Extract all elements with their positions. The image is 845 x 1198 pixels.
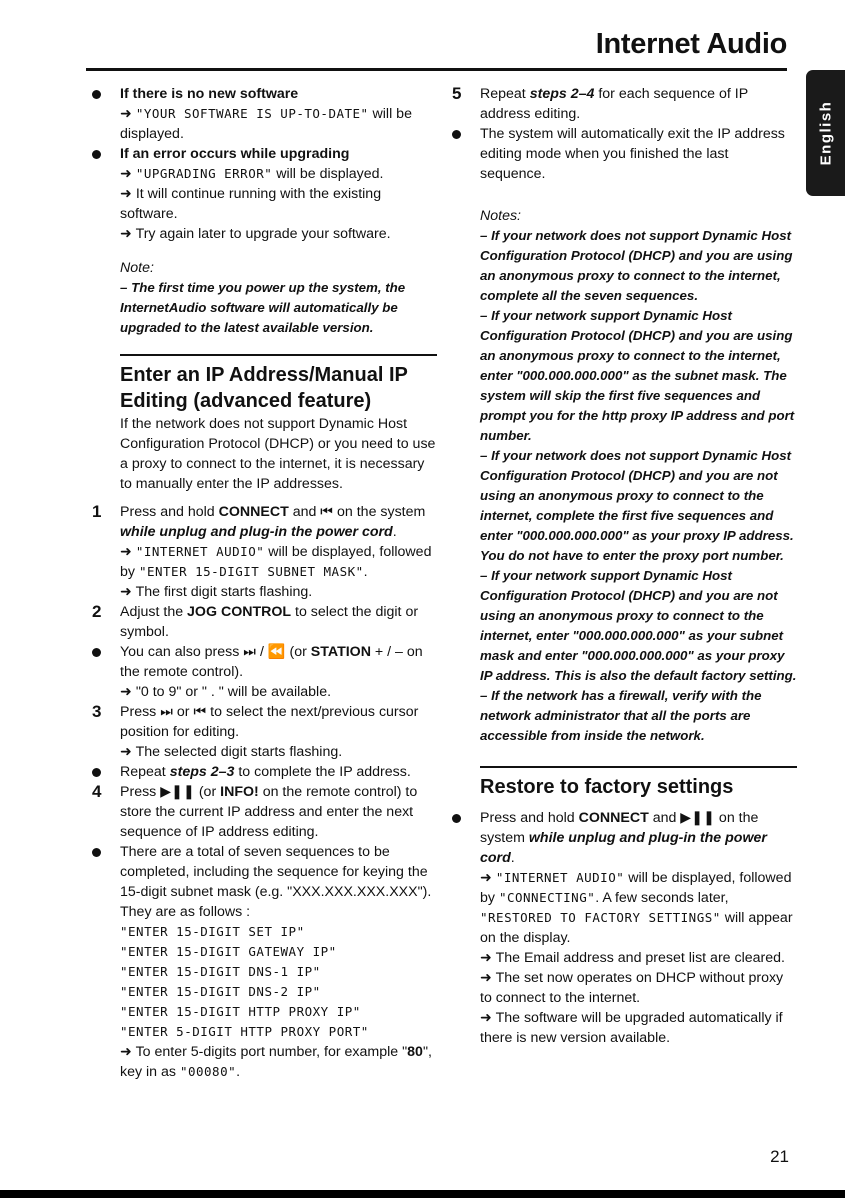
error-heading: If an error occurs while upgrading [120, 146, 350, 162]
bullet-icon [452, 124, 474, 145]
sequence-item: "ENTER 15-DIGIT GATEWAY IP" [120, 944, 337, 959]
note-item: – If your network does not support Dynamic Host Configuration Protocol (DHCP) and you are using an anonymous proxy to connect to the internet, complete all the seven sequences. [480, 228, 793, 303]
lcd-text: "YOUR SOFTWARE IS UP-TO-DATE" [135, 106, 369, 121]
step-2: 2 Adjust the JOG CONTROL to select the digit or symbol. [92, 602, 419, 640]
error-result: ➜ "UPGRADING ERROR" will be displayed. [120, 166, 384, 182]
section-divider [120, 354, 437, 356]
right-column [452, 84, 797, 1048]
section-heading: Restore to factory settings [480, 776, 734, 798]
step-1: 1 Press and hold CONNECT and ⏮ on the system while unplug and plug-in the power cord. ➜ "INTERNET AUDIO" will be displayed, followed by "ENTER 15-DIGIT SUBNET MASK". ➜ The first digit starts flashing. [92, 502, 437, 602]
page-number: 21 [770, 1147, 789, 1166]
no-software-heading: If there is no new software [120, 86, 299, 102]
lcd-text: "UPGRADING ERROR" [135, 166, 273, 181]
note-item: – If the network has a firewall, verify with the network administrator that all the ports are accessible from inside the network. [480, 688, 762, 743]
step-1-result-2: ➜ The first digit starts flashing. [120, 584, 313, 600]
restore-result: ➜ "INTERNET AUDIO" will be displayed, followed by "CONNECTING". A few seconds later, "RESTORED TO FACTORY SETTINGS" will appear on the display. [480, 870, 793, 946]
language-tab-label: English [817, 100, 834, 166]
section-intro: If the network does not support Dynamic Host Configuration Protocol (DHCP) or you need to use a proxy to connect to the internet, it is necessary to manually enter the IP addresses. [120, 416, 436, 492]
page-title: Internet Audio [595, 28, 787, 60]
step-number: 1 [92, 502, 102, 521]
no-software-result: ➜ "YOUR SOFTWARE IS UP-TO-DATE" will be displayed. [120, 106, 412, 142]
sequence-item: "ENTER 15-DIGIT SET IP" [120, 924, 305, 939]
sequence-item: "ENTER 15-DIGIT DNS-2 IP" [120, 984, 321, 999]
list-item [92, 144, 437, 244]
sequence-item: "ENTER 15-DIGIT HTTP PROXY IP" [120, 1004, 361, 1019]
list-item: Repeat steps 2–3 to complete the IP address. [92, 762, 437, 782]
step-number: 4 [92, 782, 102, 801]
sequence-item: "ENTER 5-DIGIT HTTP PROXY PORT" [120, 1024, 369, 1039]
bullet-icon [92, 762, 114, 783]
list-item: Press and hold CONNECT and ▶❚❚ on the system while unplug and plug-in the power cord. ➜ "INTERNET AUDIO" will be displayed, followed by "CONNECTING". A few seconds later, "RESTORED TO FACTORY SETTINGS" will appear on the display. ➜ The Email address and preset list are cleared. ➜ The set now operates on DHCP without proxy to connect to the internet. ➜ The software will be upgraded automatically if there is new version available. [452, 808, 797, 1048]
note-item: – If your network support Dynamic Host Configuration Protocol (DHCP) and you are using an anonymous proxy to connect to the internet, enter "000.000.000.000" as the subnet mask. The system will skip the first five sequences and prompt you for the http proxy IP address and port number. [480, 308, 795, 443]
error-result-2: ➜ It will continue running with the existing software. [120, 186, 382, 222]
note-text: – The first time you power up the system, the InternetAudio software will automatically be upgraded to the latest available version. [120, 280, 406, 335]
step-number: 5 [452, 84, 462, 103]
bullet-icon [452, 808, 474, 829]
port-instruction: ➜ To enter 5-digits port number, for example "80", key in as "00080". [120, 1044, 432, 1080]
section-heading: Enter an IP Address/Manual IP Editing (advanced feature) [120, 364, 408, 412]
bullet-icon [92, 84, 114, 105]
note-title: Note: [120, 260, 154, 276]
list-item: You can also press ⏭ / ⏪ (or STATION + / – on the remote control). ➜ "0 to 9" or " . " will be available. [92, 642, 437, 702]
list-item: There are a total of seven sequences to be completed, including the sequence for keying the 15-digit subnet mask (e.g. "XXX.XXX.XXX.XXX"). They are as follows : "ENTER 15-DIGIT SET IP" "ENTER 15-DIGIT GATEWAY IP" "ENTER 15-DIGIT DNS-1 IP" "ENTER 15-DIGIT DNS-2 IP" "ENTER 15-DIGIT HTTP PROXY IP" "ENTER 5-DIGIT HTTP PROXY PORT" ➜ To enter 5-digits port number, for example "80", key in as "00080". [92, 842, 437, 1082]
note-block [92, 258, 437, 338]
language-tab [806, 70, 845, 196]
step-4: 4 Press ▶❚❚ (or INFO! on the remote control) to store the current IP address and enter the next sequence of IP address editing. [92, 782, 418, 840]
header-rule [86, 68, 787, 71]
sequence-item: "ENTER 15-DIGIT DNS-1 IP" [120, 964, 321, 979]
section-divider [480, 766, 797, 768]
list-item [92, 84, 437, 144]
bullet-icon [92, 642, 114, 663]
bottom-bar [0, 1190, 845, 1198]
step-number: 2 [92, 602, 102, 621]
step-number: 3 [92, 702, 102, 721]
error-result-3: ➜ Try again later to upgrade your software. [120, 226, 391, 242]
list-item: The system will automatically exit the IP address editing mode when you finished the last sequence. [452, 124, 797, 184]
note-item: – If your network does not support Dynamic Host Configuration Protocol (DHCP) and you are not using an anonymous proxy to connect to the internet, complete the first five sequences and enter "000.000.000.000" as your proxy IP address. You do not have to enter the proxy port number. [480, 448, 794, 563]
left-column [92, 84, 437, 1082]
bullet-icon [92, 144, 114, 165]
note-item: – If your network support Dynamic Host Configuration Protocol (DHCP) and you are not using an anonymous proxy to connect to the internet, enter "000.000.000.000" as your subnet mask and enter "000.000.000.000" as your proxy IP address. This is also the default factory setting. [480, 568, 797, 683]
step-1-result: ➜ "INTERNET AUDIO" will be displayed, followed by "ENTER 15-DIGIT SUBNET MASK". [120, 544, 432, 580]
bullet-icon [92, 842, 114, 863]
notes-block [452, 206, 797, 746]
notes-title: Notes: [480, 208, 522, 224]
step-5: 5 Repeat steps 2–4 for each sequence of IP address editing. [452, 84, 748, 122]
step-3: 3 Press ⏭ or ⏮ to select the next/previous cursor position for editing. ➜ The selected digit starts flashing. [92, 702, 419, 760]
